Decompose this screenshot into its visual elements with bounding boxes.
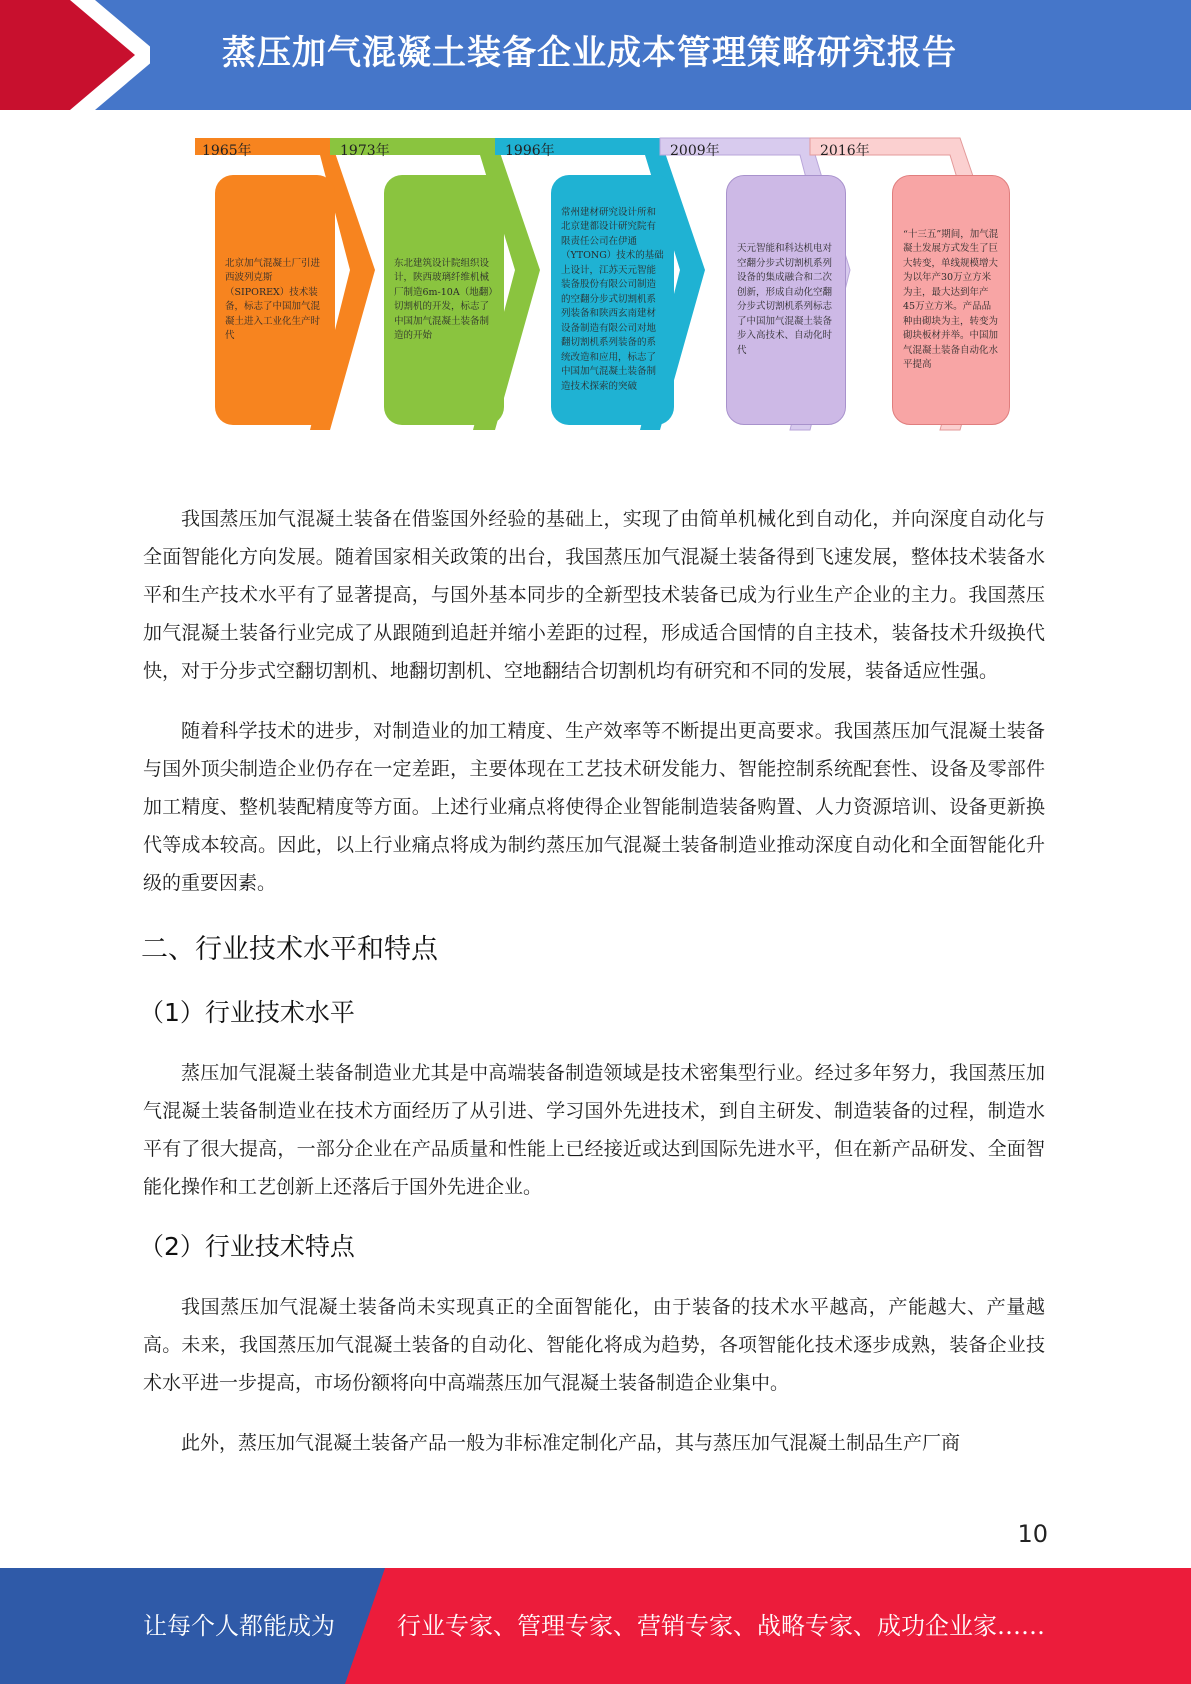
- development-timeline: [190, 130, 1090, 450]
- subsection-heading: （1）行业技术水平: [139, 998, 355, 1027]
- timeline-year-1996: 1996年: [505, 143, 555, 159]
- timeline-card-text: 天元智能和科达机电对空翻分步式切割机系列设备的集成融合和二次创新，形成自动化空翻分步式切割机系列标志了中国加气混凝土装备步入高技术、自动化时代: [737, 243, 833, 356]
- paragraph: 随着科学技术的进步，对制造业的加工精度、生产效率等不断提出更高要求。我国蒸压加气混凝土装备与国外顶尖制造企业仍存在一定差距，主要体现在工艺技术研发能力、智能控制系统配套性、设备及零部件加工精度、整机装配精度等方面。上述行业痛点将使得企业智能制造装备购置、人力资源培训、设备更新换代等成本较高。因此，以上行业痛点将成为制约蒸压加气混凝土装备制造业推动深度自动化和全面智能化升级的重要因素。: [143, 720, 1045, 894]
- report-body: [139, 500, 1045, 1484]
- timeline-year-2009: 2009年: [670, 143, 720, 159]
- report-title: 蒸压加气混凝土装备企业成本管理策略研究报告: [222, 33, 957, 73]
- timeline-year-2016: 2016年: [820, 143, 870, 159]
- timeline-card-2009: [726, 175, 846, 425]
- timeline-card-1996: [551, 175, 674, 425]
- timeline-card-text: 东北建筑设计院组织设计，陕西玻璃纤维机械厂制造6m-10A（地翻）切割机的开发，标志了中国加气混凝土装备制造的开始: [394, 257, 493, 341]
- paragraph: 蒸压加气混凝土装备制造业尤其是中高端装备制造领域是技术密集型行业。经过多年努力，我国蒸压加气混凝土装备制造业在技术方面经历了从引进、学习国外先进技术，到自主研发、制造装备的过程，制造水平有了很大提高，一部分企业在产品质量和性能上已经接近或达到国际先进水平，但在新产品研发、全面智能化操作和工艺创新上还落后于国外先进企业。: [143, 1062, 1045, 1198]
- footer-slogan-left: 让每个人都能成为: [143, 1612, 335, 1640]
- section-heading: 二、行业技术水平和特点: [141, 934, 438, 965]
- page-header: [0, 0, 1191, 110]
- timeline-card-text: 北京加气混凝土厂引进西波列克斯（SIPOREX）技术装备，标志了中国加气混凝土进入工业化生产时代: [225, 257, 321, 341]
- paragraph: 我国蒸压加气混凝土装备尚未实现真正的全面智能化，由于装备的技术水平越高，产能越大、产量越高。未来，我国蒸压加气混凝土装备的自动化、智能化将成为趋势，各项智能化技术逐步成熟，装备企业技术水平进一步提高，市场份额将向中高端蒸压加气混凝土装备制造企业集中。: [143, 1296, 1045, 1394]
- timeline-card-1965: [215, 175, 335, 425]
- timeline-card-text: “十三五”期间，加气混凝土发展方式发生了巨大转变，单线规模增大为以年产30万立方米为主，最大达到年产45万立方米。产品品种由砌块为主，转变为砌块板材并举。中国加气混凝土装备自动化水平提高: [903, 228, 999, 370]
- timeline-year-1965: 1965年: [202, 143, 252, 159]
- timeline-card-text: 常州建材研究设计所和北京建都设计研究院有限责任公司在伊通（YTONG）技术的基础上设计，江苏天元智能装备股份有限公司制造的空翻分步式切割机系列装备和陕西玄南建材设备制造有限公司对地翻切割机系列装备的系统改造和应用，标志了中国加气混凝土装备制造技术探索的突破: [561, 206, 664, 392]
- paragraph: 我国蒸压加气混凝土装备在借鉴国外经验的基础上，实现了由简单机械化到自动化，并向深度自动化与全面智能化方向发展。随着国家相关政策的出台，我国蒸压加气混凝土装备得到飞速发展，整体技术装备水平和生产技术水平有了显著提高，与国外基本同步的全新型技术装备已成为行业生产企业的主力。我国蒸压加气混凝土装备行业完成了从跟随到追赶并缩小差距的过程，形成适合国情的自主技术，装备技术升级换代快，对于分步式空翻切割机、地翻切割机、空地翻结合切割机均有研究和不同的发展，装备适应性强。: [143, 508, 1045, 682]
- page-number: 10: [1017, 1520, 1048, 1548]
- paragraph: 此外，蒸压加气混凝土装备产品一般为非标准定制化产品，其与蒸压加气混凝土制品生产厂商: [181, 1432, 961, 1454]
- footer-slogan-right: 行业专家、管理专家、营销专家、战略专家、成功企业家……: [397, 1612, 1045, 1640]
- timeline-card-1973: [384, 175, 504, 425]
- timeline-card-2016: [892, 175, 1010, 425]
- header-arrow-decoration: [0, 0, 150, 110]
- page-footer: [0, 1568, 1191, 1684]
- timeline-year-1973: 1973年: [340, 143, 390, 159]
- subsection-heading: （2）行业技术特点: [139, 1232, 355, 1261]
